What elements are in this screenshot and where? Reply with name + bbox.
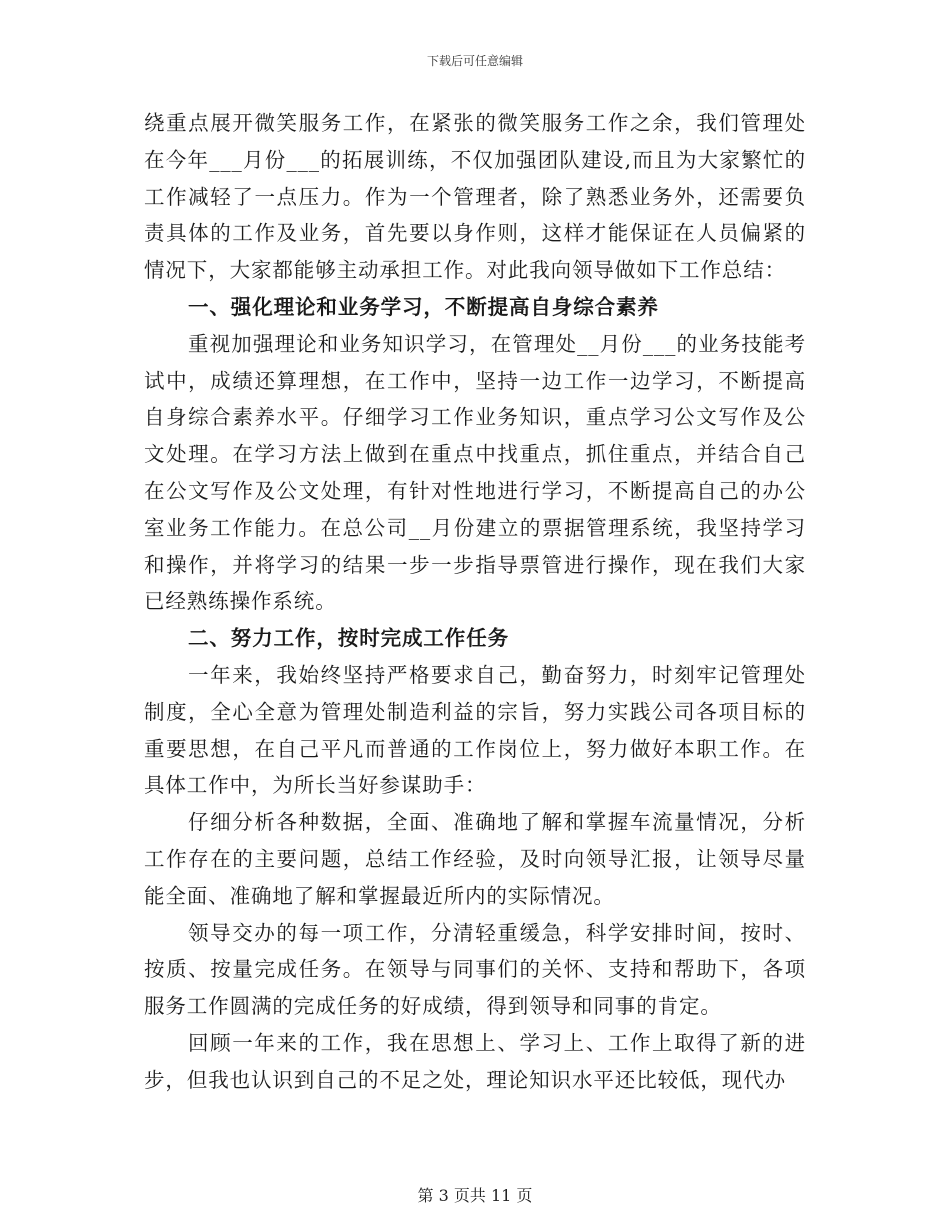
section-heading-2: 二、努力工作，按时完成工作任务: [188, 626, 509, 651]
paragraph-work: 一年来，我始终坚持严格要求自己，勤奋努力，时刻牢记管理处制度，全心全意为管理处制造利益的宗旨，努力实践公司各项目标的重要思想，在自己平凡而普通的工作岗位上，努力做好本职工作。在具体工作中，为所长当好参谋助手：: [144, 662, 806, 798]
document-body: [144, 105, 806, 1099]
page-number: 第 3 页共 11 页: [417, 1186, 533, 1205]
paragraph-analysis: 仔细分析各种数据，全面、准确地了解和掌握车流量情况，分析工作存在的主要问题，总结工作经验，及时向领导汇报，让领导尽量能全面、准确地了解和掌握最近所内的实际情况。: [144, 810, 806, 908]
paragraph-tasks: 领导交办的每一项工作，分清轻重缓急，科学安排时间，按时、按质、按量完成任务。在领导与同事们的关怀、支持和帮助下，各项服务工作圆满的完成任务的好成绩，得到领导和同事的肯定。: [144, 920, 806, 1019]
paragraph-study: 重视加强理论和业务知识学习，在管理处__月份___的业务技能考试中，成绩还算理想，在工作中，坚持一边工作一边学习，不断提高自身综合素养水平。仔细学习工作业务知识，重点学习公文写作及公文处理。在学习方法上做到在重点中找重点，抓住重点，并结合自己在公文写作及公文处理，有针对性地进行学习，不断提高自己的办公室业务工作能力。在总公司__月份建立的票据管理系统，我坚持学习和操作，并将学习的结果一步一步指导票管进行操作，现在我们大家已经熟练操作系统。: [144, 331, 806, 614]
paragraph-review: 回顾一年来的工作，我在思想上、学习上、工作上取得了新的进步，但我也认识到自己的不足之处，理论知识水平还比较低，现代办: [144, 1030, 806, 1092]
section-heading-1: 一、强化理论和业务学习，不断提高自身综合素养: [188, 294, 659, 319]
paragraph-intro: 绕重点展开微笑服务工作，在紧张的微笑服务工作之余，我们管理处在今年___月份___的拓展训练，不仅加强团队建设,而且为大家繁忙的工作减轻了一点压力。作为一个管理者，除了熟悉业务外，还需要负责具体的工作及业务，首先要以身作则，这样才能保证在人员偏紧的情况下，大家都能够主动承担工作。对此我向领导做如下工作总结：: [144, 111, 806, 283]
page-header-note: 下载后可任意编辑: [426, 54, 523, 68]
